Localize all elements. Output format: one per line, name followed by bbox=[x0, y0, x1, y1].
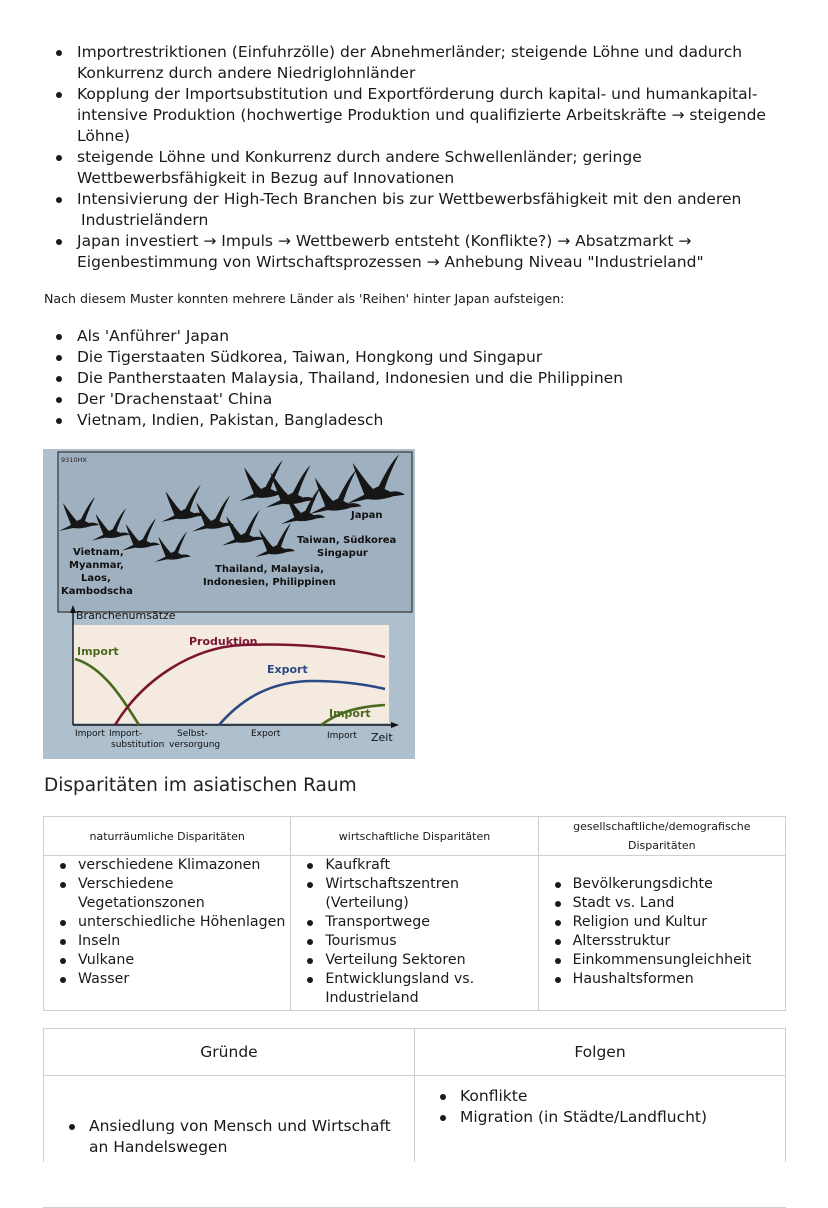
disparities-table bbox=[43, 816, 786, 1011]
label-vietnam-line4: Kambodscha bbox=[61, 586, 133, 597]
section-heading: Disparitäten im asiatischen Raum bbox=[44, 775, 357, 796]
flying-geese-diagram bbox=[43, 449, 415, 759]
list-item: Kaufkraft bbox=[295, 856, 533, 875]
country-ranking-list bbox=[44, 326, 623, 431]
development-factors-list bbox=[44, 42, 804, 273]
x-axis-label: Zeit bbox=[371, 731, 393, 744]
list-item: Die Tigerstaaten Südkorea, Taiwan, Hongkong und Singapur bbox=[44, 347, 623, 368]
list-item: Vulkane bbox=[48, 951, 286, 970]
list-item: Bevölkerungsdichte bbox=[543, 875, 781, 894]
list-item: Kopplung der Importsubstitution und Exportförderung durch kapital- und humankapital- intensive Produktion (hochwertige Produktion und qualifizierte Arbeitskräfte → steigende Löhne) bbox=[44, 84, 804, 147]
social-disparities-cell bbox=[538, 856, 785, 1011]
header-natural: naturräumliche Disparitäten bbox=[44, 817, 291, 856]
phase-label-selbstversorgung-2: versorgung bbox=[169, 740, 221, 750]
list-item: Konflikte bbox=[416, 1086, 784, 1107]
list-item: Der 'Drachenstaat' China bbox=[44, 389, 623, 410]
list-item: Stadt vs. Land bbox=[543, 894, 781, 913]
list-item: Migration (in Städte/Landflucht) bbox=[416, 1107, 784, 1128]
header-folgen: Folgen bbox=[415, 1029, 786, 1076]
curve-label-import-2: Import bbox=[329, 707, 371, 720]
phase-label-import-2: Import bbox=[327, 731, 357, 741]
phase-label-selbstversorgung-1: Selbst- bbox=[177, 729, 208, 739]
label-japan: Japan bbox=[351, 510, 383, 521]
list-item: Haushaltsformen bbox=[543, 970, 781, 989]
list-item: Ansiedlung von Mensch und Wirtschaft an Handelswegen bbox=[45, 1116, 413, 1158]
list-item: Transportwege bbox=[295, 913, 533, 932]
y-axis-label: Branchenumsätze bbox=[76, 609, 176, 622]
list-item: Intensivierung der High-Tech Branchen bis zur Wettbewerbsfähigkeit mit den anderen Industrieländern bbox=[44, 189, 804, 231]
list-item: Inseln bbox=[48, 932, 286, 951]
list-item: steigende Löhne und Konkurrenz durch andere Schwellenländer; geringe Wettbewerbsfähigkeit in Bezug auf Innovationen bbox=[44, 147, 804, 189]
phase-label-export: Export bbox=[251, 729, 281, 739]
header-economic: wirtschaftliche Disparitäten bbox=[291, 817, 538, 856]
label-thailand-line1: Thailand, Malaysia, bbox=[215, 564, 324, 575]
label-vietnam-line2: Myanmar, bbox=[69, 560, 124, 571]
curve-label-import: Import bbox=[77, 645, 119, 658]
figure-code: 9310HX bbox=[61, 456, 87, 464]
table-header-row bbox=[44, 1029, 786, 1076]
natural-disparities-cell bbox=[44, 856, 291, 1011]
header-gruende: Gründe bbox=[44, 1029, 415, 1076]
phase-label-import: Import bbox=[75, 729, 105, 739]
list-item: Religion und Kultur bbox=[543, 913, 781, 932]
list-item: Wasser bbox=[48, 970, 286, 989]
list-item: Japan investiert → Impuls → Wettbewerb entsteht (Konflikte?) → Absatzmarkt → Eigenbestimmung von Wirtschaftsprozessen → Anhebung Niveau "Industrieland" bbox=[44, 231, 804, 273]
label-thailand-line2: Indonesien, Philippinen bbox=[203, 577, 336, 588]
label-vietnam-line3: Laos, bbox=[81, 573, 111, 584]
list-item: Einkommensungleichheit bbox=[543, 951, 781, 970]
header-social: gesellschaftliche/demografische Disparitäten bbox=[538, 817, 785, 856]
list-item: Tourismus bbox=[295, 932, 533, 951]
list-item: verschiedene Klimazonen bbox=[48, 856, 286, 875]
list-item: Verteilung Sektoren bbox=[295, 951, 533, 970]
phase-label-importsubstitution-1: Import- bbox=[109, 729, 143, 739]
page-cutoff bbox=[0, 1162, 828, 1207]
label-taiwan-line1: Taiwan, Südkorea bbox=[297, 535, 397, 546]
curve-label-export: Export bbox=[267, 663, 308, 676]
list-item: Die Pantherstaaten Malaysia, Thailand, Indonesien und die Philippinen bbox=[44, 368, 623, 389]
curve-label-produktion: Produktion bbox=[189, 635, 258, 648]
list-item: Wirtschaftszentren (Verteilung) bbox=[295, 875, 533, 913]
list-item: Importrestriktionen (Einfuhrzölle) der Abnehmerländer; steigende Löhne und dadurch Konkurrenz durch andere Niedriglohnländer bbox=[44, 42, 804, 84]
list-item: Verschiedene Vegetationszonen bbox=[48, 875, 286, 913]
list-item: unterschiedliche Höhenlagen bbox=[48, 913, 286, 932]
economic-disparities-cell bbox=[291, 856, 538, 1011]
phase-label-importsubstitution-2: substitution bbox=[111, 740, 165, 750]
table-header-row bbox=[44, 817, 786, 856]
table-row bbox=[44, 856, 786, 1011]
intro-paragraph: Nach diesem Muster konnten mehrere Länder als 'Reihen' hinter Japan aufsteigen: bbox=[44, 291, 565, 306]
list-item: Als 'Anführer' Japan bbox=[44, 326, 623, 347]
list-item: Altersstruktur bbox=[543, 932, 781, 951]
list-item: Entwicklungsland vs. Industrieland bbox=[295, 970, 533, 1008]
label-taiwan-line2: Singapur bbox=[317, 548, 368, 559]
label-vietnam-line1: Vietnam, bbox=[73, 547, 124, 558]
list-item: Vietnam, Indien, Pakistan, Bangladesch bbox=[44, 410, 623, 431]
